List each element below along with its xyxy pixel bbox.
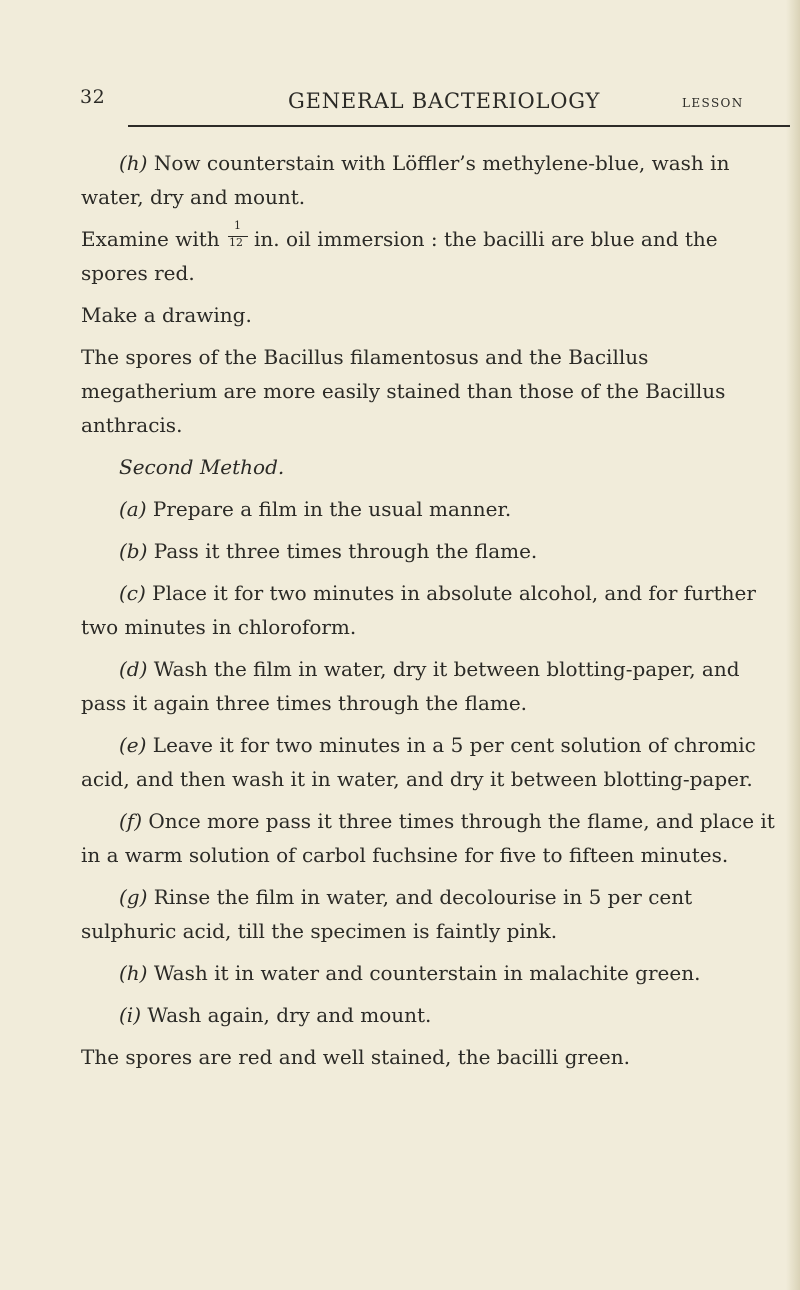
running-lesson: LESSON (682, 96, 744, 110)
fraction-one-twelfth (226, 219, 250, 250)
step-label: (f) (119, 809, 143, 833)
section-heading: Second Method. (119, 455, 285, 479)
step-text: Place it for two minutes in absolute alcohol, and for further two minutes in chloroform. (81, 581, 756, 639)
paragraph-spores-note: The spores of the Bacillus filamentosus and the Bacillus megatherium are more easily stained than those of the Bacillus anthracis. (81, 345, 726, 437)
step-text: Wash the film in water, dry it between blotting-paper, and pass it again three times through the flame. (81, 657, 740, 715)
step-a (81, 492, 779, 526)
paragraph-examine (81, 219, 779, 290)
page-edge-shadow (786, 0, 800, 1290)
step-g (81, 880, 779, 948)
step-label: (b) (119, 539, 148, 563)
step-label: (h) (119, 151, 148, 175)
step-text: Wash it in water and counterstain in malachite green. (147, 961, 701, 985)
fraction-numerator: 1 (234, 219, 242, 232)
step-text: Prepare a film in the usual manner. (146, 497, 512, 521)
step-d (81, 652, 779, 720)
step-text: Rinse the film in water, and decolourise in 5 per cent sulphuric acid, till the specimen is faintly pink. (81, 885, 693, 943)
header-rule (128, 125, 790, 127)
page-body (81, 146, 779, 1082)
paragraph-h-counterstain (81, 146, 779, 214)
page-header (0, 0, 800, 140)
step-c (81, 576, 779, 644)
step-text: Pass it three times through the flame. (147, 539, 538, 563)
step-label: (c) (119, 581, 146, 605)
step-label: (g) (119, 885, 148, 909)
step-text: Wash again, dry and mount. (141, 1003, 432, 1027)
step-label: (e) (119, 733, 147, 757)
fraction-denominator: 12 (229, 236, 244, 249)
step-text: Leave it for two minutes in a 5 per cent solution of chromic acid, and then wash it in water, and dry it between blotting-paper. (81, 733, 756, 791)
running-title: GENERAL BACTERIOLOGY (288, 89, 601, 113)
step-b (81, 534, 779, 568)
step-text: Now counterstain with Löffler’s methylene-blue, wash in water, dry and mount. (81, 151, 730, 209)
step-i (81, 998, 779, 1032)
step-e (81, 728, 779, 796)
paragraph-final: The spores are red and well stained, the bacilli green. (81, 1045, 630, 1069)
step-f (81, 804, 779, 872)
step-h (81, 956, 779, 990)
step-label: (i) (119, 1003, 142, 1027)
step-label: (h) (119, 961, 148, 985)
page-number: 32 (80, 86, 106, 108)
examine-text-before: Examine with (81, 227, 227, 251)
paragraph-drawing: Make a drawing. (81, 303, 252, 327)
step-text: Once more pass it three times through the flame, and place it in a warm solution of carbol fuchsine for five to fifteen minutes. (81, 809, 775, 867)
examine-text-after: in. oil immersion : the bacilli are blue and the spores red. (81, 227, 718, 285)
step-label: (d) (119, 657, 148, 681)
step-label: (a) (119, 497, 147, 521)
